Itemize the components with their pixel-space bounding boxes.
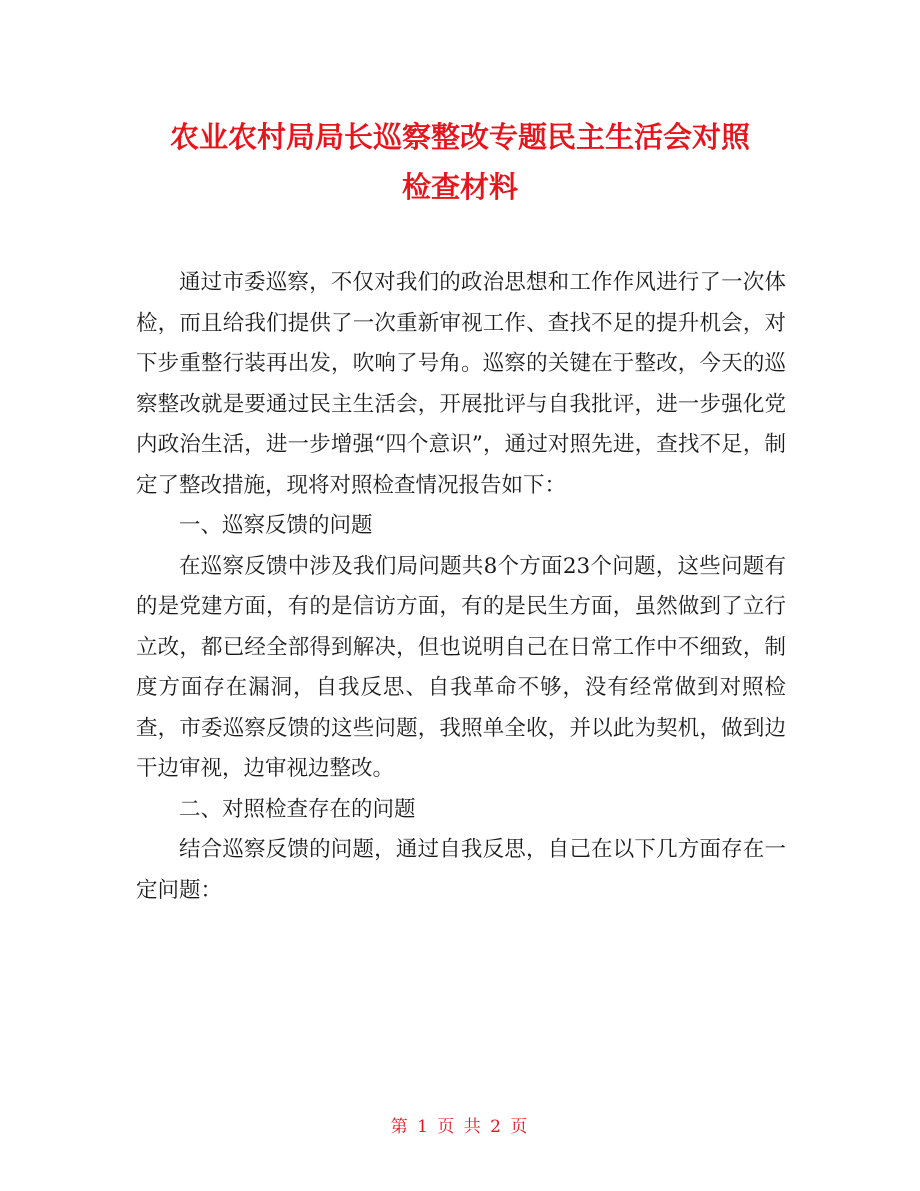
section-heading-1: 一、巡察反馈的问题 (179, 513, 373, 538)
title-line-2: 检查材料 (401, 170, 518, 204)
page-number-footer: 第 1 页 共 2 页 (390, 1117, 530, 1137)
paragraph-intro: 通过市委巡察，不仅对我们的政治思想和工作作风进行了一次体检，而且给我们提供了一次重新审视工作、查找不足的提升机会，对下步重整行装再出发，吹响了号角。巡察的关键在于整改，今天的巡察整改就是要通过民主生活会，开展批评与自我批评，进一步强化党内政治生活，进一步增强“四个意识”，通过对照先进，查找不足，制定了整改措施，现将对照检查情况报告如下： (136, 270, 786, 498)
title-line-1: 农业农村局局长巡察整改专题民主生活会对照 (169, 120, 750, 154)
document-title (120, 112, 800, 212)
document-body (136, 263, 786, 911)
paragraph-feedback: 在巡察反馈中涉及我们局问题共8个方面23个问题，这些问题有的是党建方面，有的是信访方面，有的是民生方面，虽然做到了立行立改，都已经全部得到解决，但也说明自己在日常工作中不细致，制度方面存在漏洞，自我反思、自我革命不够，没有经常做到对照检查，市委巡察反馈的这些问题，我照单全收，并以此为契机，做到边干边审视，边审视边整改。 (136, 553, 786, 781)
paragraph-problems: 结合巡察反馈的问题，通过自我反思，自己在以下几方面存在一定问题： (136, 837, 786, 903)
section-heading-2: 二、对照检查存在的问题 (179, 796, 416, 822)
